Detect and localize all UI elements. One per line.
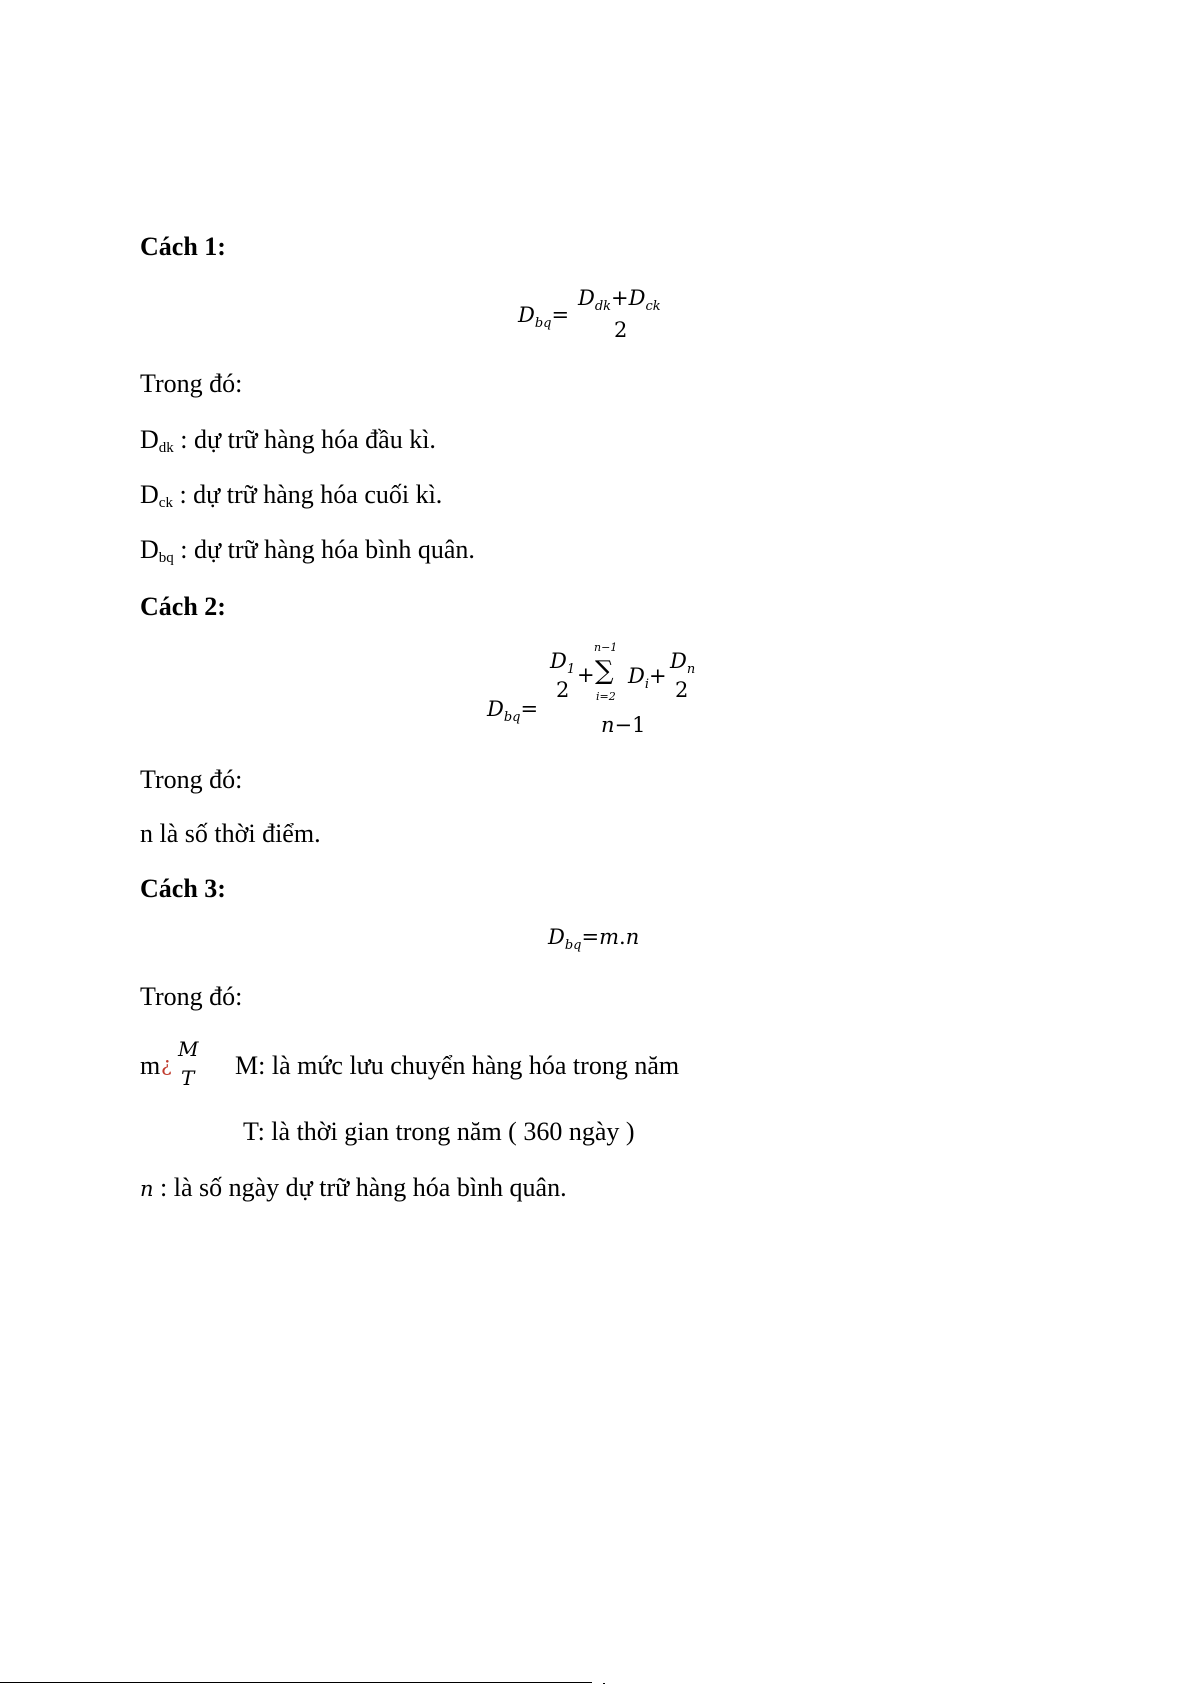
- def-d-bq-sub: bq: [158, 550, 174, 566]
- m-frac-num: M: [178, 1037, 199, 1061]
- formula-3-eq: =: [581, 925, 600, 949]
- formula-2-lhs: D: [487, 697, 504, 721]
- def-T: T: là thời gian trong năm ( 360 ngày ): [243, 1117, 635, 1146]
- def-M: M: là mức lưu chuyển hàng hóa trong năm: [235, 1051, 680, 1080]
- def-d-ck: [140, 480, 442, 518]
- formula-2-di: D: [628, 664, 645, 688]
- footer-mark: [603, 1683, 605, 1684]
- formula-1-lhs: D: [518, 303, 535, 327]
- formula-2-plus2: +: [649, 664, 667, 688]
- m-frac-den: T: [181, 1066, 195, 1090]
- formula-3-m: m: [599, 925, 620, 949]
- formula-1-den: 2: [614, 318, 628, 342]
- formula-2-d1-sub: 1: [566, 662, 576, 677]
- formula-2-di-sub: i: [644, 677, 650, 692]
- formula-1-eq: =: [551, 303, 570, 327]
- footnote-separator: [0, 1682, 592, 1683]
- def-d-dk-text: : dự trữ hàng hóa đầu kì.: [173, 425, 436, 454]
- formula-1-plus: +: [611, 286, 629, 310]
- def-d-bq: [140, 535, 475, 573]
- formula-2-lhs-sub: bq: [503, 710, 521, 725]
- def-d-bq-symbol: D: [140, 535, 159, 564]
- formula-2-d1-den: 2: [556, 678, 570, 702]
- formula-2-d1: D: [550, 649, 567, 673]
- formula-3-lhs-sub: bq: [564, 938, 582, 953]
- def-d-ck-sub: ck: [158, 495, 173, 511]
- formula-2-sigma: ∑: [595, 656, 614, 686]
- formula-2-dn-den: 2: [675, 678, 689, 702]
- formula-2-eq: =: [520, 697, 539, 721]
- def-n-symbol: n: [140, 1177, 154, 1201]
- def-d-ck-symbol: D: [140, 480, 159, 509]
- formula-1-num-a: D: [578, 286, 595, 310]
- heading-cach-3: Cách 3:: [140, 874, 226, 903]
- def-d-dk: [140, 425, 436, 463]
- def-d-dk-symbol: D: [140, 425, 159, 454]
- formula-1-num-a-sub: dk: [594, 299, 612, 314]
- formula-3-lhs: D: [548, 925, 565, 949]
- formula-1-num-b: D: [628, 286, 646, 310]
- formula-3-n: n: [625, 925, 640, 949]
- def-n-points: n là số thời điểm.: [140, 819, 321, 848]
- def-n-days: [140, 1173, 567, 1204]
- def-n-text: : là số ngày dự trữ hàng hóa bình quân.: [153, 1173, 567, 1202]
- formula-cach-3: [548, 925, 639, 953]
- where-label-1: Trong đó:: [140, 369, 243, 398]
- formula-3-dot: .: [619, 925, 626, 949]
- formula-2-dn: D: [670, 649, 687, 673]
- where-label-2: Trong đó:: [140, 765, 243, 794]
- formula-2-plus1: +: [577, 663, 595, 687]
- formula-1-num-b-sub: ck: [645, 299, 661, 314]
- formula-2-den-n: n: [601, 713, 615, 737]
- formula-2-sum-bottom: i=2: [596, 690, 616, 703]
- where-label-3: Trong đó:: [140, 982, 243, 1011]
- def-d-dk-sub: dk: [158, 440, 174, 456]
- heading-cach-1: Cách 1:: [140, 232, 226, 261]
- formula-2-sum-top: n−1: [594, 641, 618, 654]
- def-d-bq-text: : dự trữ hàng hóa bình quân.: [173, 535, 475, 564]
- heading-cach-2: Cách 2:: [140, 592, 226, 621]
- formula-1-lhs-sub: bq: [534, 316, 552, 331]
- def-d-ck-text: : dự trữ hàng hóa cuối kì.: [172, 480, 443, 509]
- m-prefix: m: [140, 1051, 161, 1080]
- formula-2-dn-sub: n: [686, 662, 696, 677]
- formula-2-den-rest: −1: [614, 713, 646, 737]
- m-glyph: ¿: [161, 1052, 172, 1076]
